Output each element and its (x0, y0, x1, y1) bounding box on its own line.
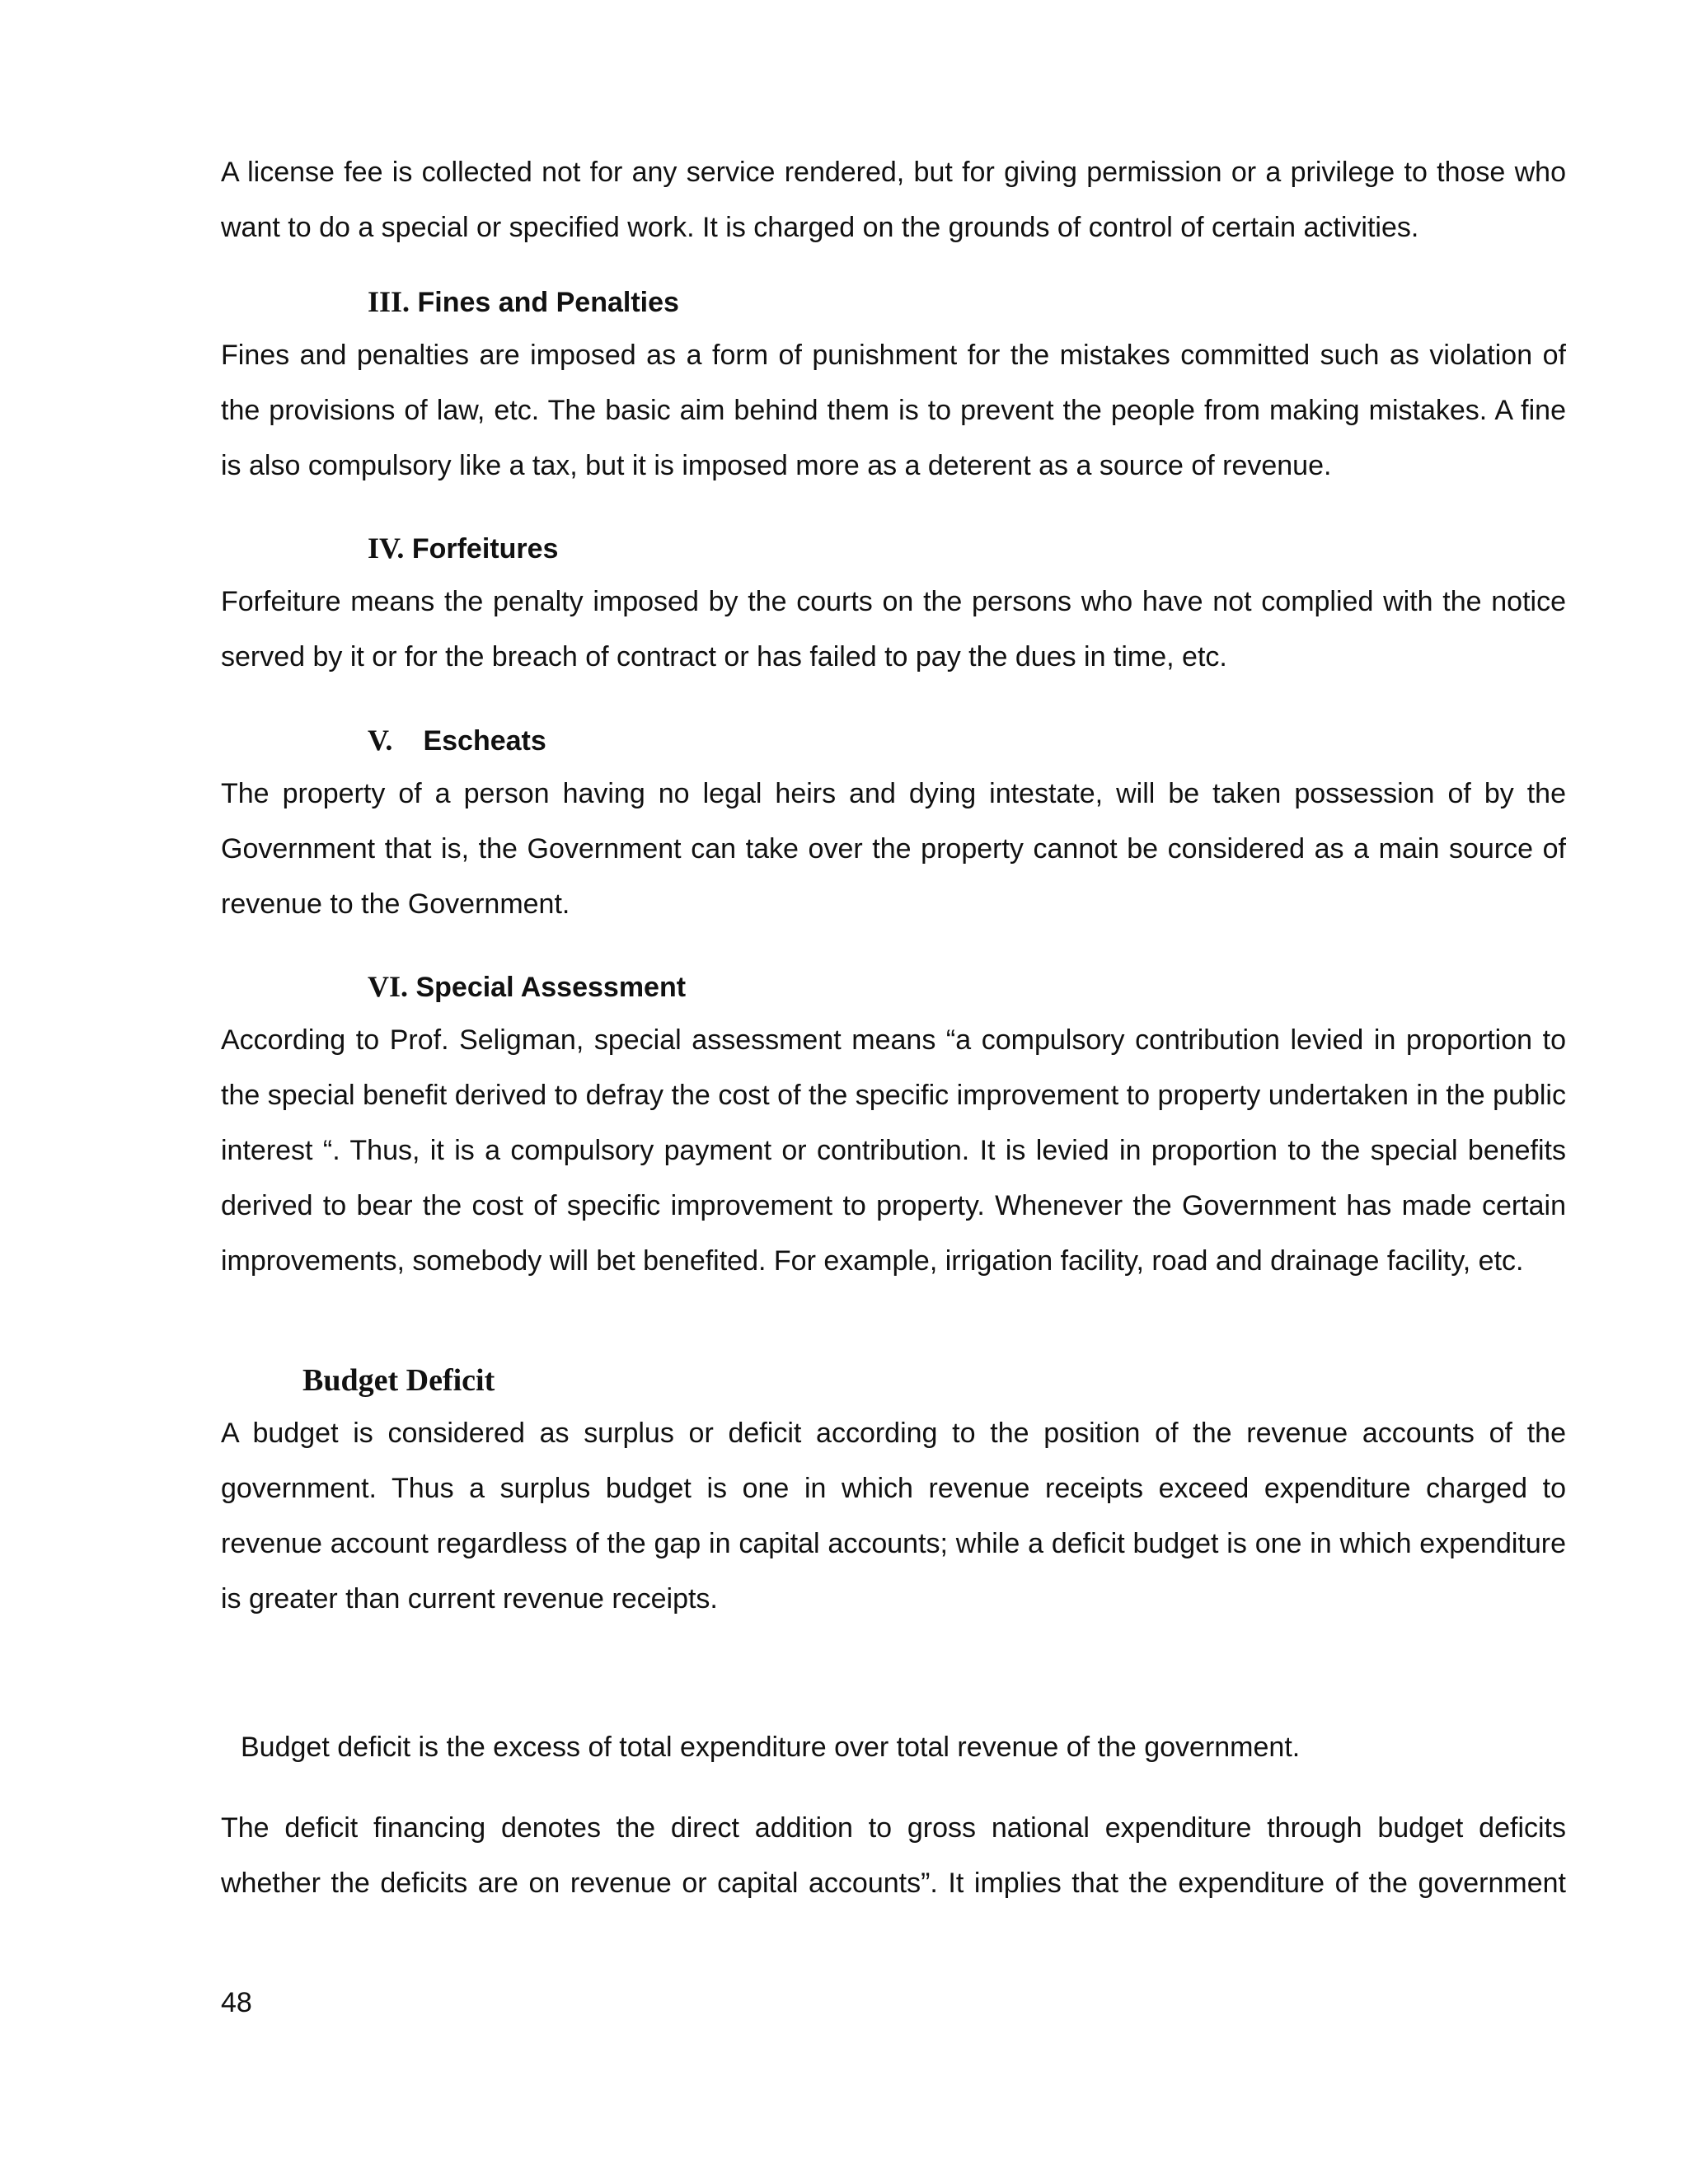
section-number: VI. (368, 970, 409, 1003)
section-body-fines: Fines and penalties are imposed as a form of punishment for the mistakes committed such as violation of the provisions of law, etc. The basic aim behind them is to prevent the people from making mistakes. A fine is also compulsory like a tax, but it is imposed more as a deterent as a source of revenue. (221, 340, 1566, 481)
section-title: Fines and Penalties (417, 287, 679, 318)
section-heading-escheats (368, 719, 546, 762)
section-title: Special Assessment (415, 972, 687, 1003)
deficit-financing-paragraph: The deficit financing denotes the direct addition to gross national expenditure through budget deficits whether the deficits are on revenue or capital accounts”. It implies that the expenditure of the government (221, 1812, 1566, 1899)
section-number: III. (368, 285, 410, 318)
section-number: IV. (368, 532, 405, 565)
intro-paragraph: A license fee is collected not for any service rendered, but for giving permission or a privilege to those who want to do a special or specified work. It is charged on the grounds of control of certain activities. (221, 157, 1566, 243)
section-title: Forfeitures (411, 533, 559, 565)
section-number: V. (368, 724, 393, 757)
budget-deficit-definition: Budget deficit is the excess of total expenditure over total revenue of the government. (241, 1732, 1301, 1763)
section-title: Escheats (423, 725, 546, 757)
budget-deficit-body: A budget is considered as surplus or deficit according to the position of the revenue accounts of the government. Thus a surplus budget is one in which revenue receipts exceed expenditure charged to revenue account regardless of the gap in capital accounts; while a deficit budget is one in which expenditure is greater than current revenue receipts. (221, 1418, 1566, 1615)
section-heading-special-assessment (368, 966, 686, 1008)
section-body-forfeitures: Forfeiture means the penalty imposed by the courts on the persons who have not complied with the notice served by it or for the breach of contract or has failed to pay the dues in time, etc. (221, 586, 1566, 673)
section-body-escheats: The property of a person having no legal heirs and dying intestate, will be taken possession of by the Government that is, the Government can take over the property cannot be considered as a main source of revenue to the Government. (221, 778, 1566, 920)
section-body-special-assessment: According to Prof. Seligman, special assessment means “a compulsory contribution levied in proportion to the special benefit derived to defray the cost of the specific improvement to property undertaken in the public interest “. Thus, it is a compulsory payment or contribution. It is levied in proportion to the special benefits derived to bear the cost of specific improvement to property. Whenever the Government has made certain improvements, somebody will bet benefited. For example, irrigation facility, road and drainage facility, etc. (221, 1024, 1566, 1277)
budget-deficit-title: Budget Deficit (302, 1363, 495, 1398)
page-number: 48 (221, 1987, 252, 2018)
section-heading-fines (368, 281, 679, 323)
section-heading-forfeitures (368, 527, 558, 569)
